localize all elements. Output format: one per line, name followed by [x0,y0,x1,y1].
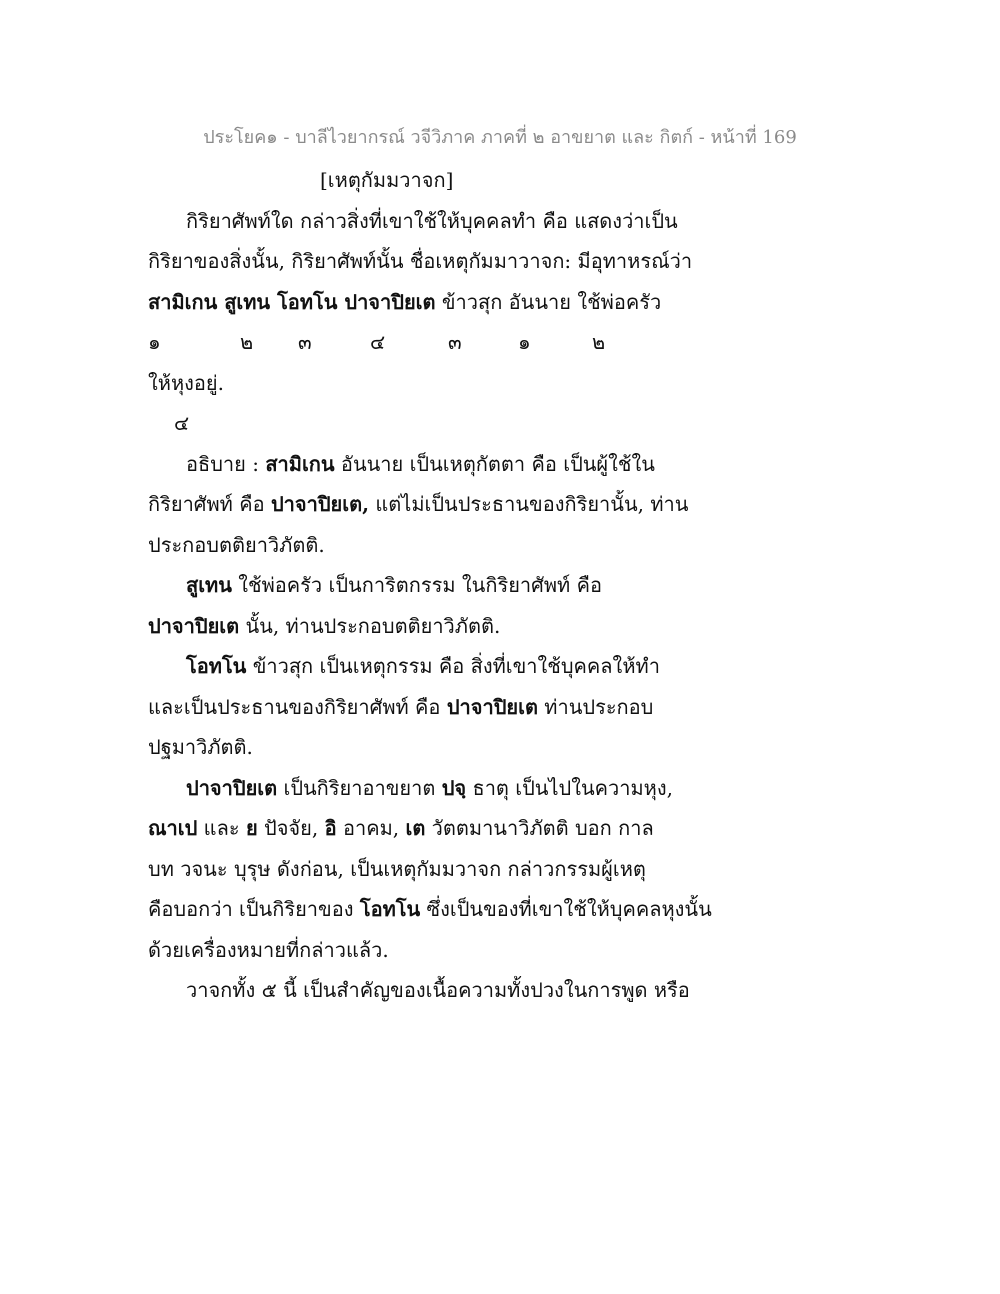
paragraph-line [148,768,708,809]
order-number: ๓ [448,330,462,354]
text: ใช้พ่อครัว เป็นการิตกรรม ในกิริยาศัพท์ คือ [231,573,602,597]
paragraph-line [148,444,708,485]
paragraph-line [148,646,708,687]
pali-term: โอทโน [186,654,247,678]
text: ด้วยเครื่องหมายที่กล่าวแล้ว. [148,937,389,962]
pali-term: ปาจาปิยเต, [270,492,370,516]
pali-term: สามิเกน [265,451,335,476]
text: วาจกทั้ง ๕ นี้ เป็นสำคัญของเนื้อความทั้งปวงในการพูด หรือ [186,978,690,1002]
text: บท วจนะ บุรุษ ดังก่อน, เป็นเหตุกัมมวาจก กล่าวกรรมผู้เหตุ [148,856,646,881]
text: และ [197,816,246,840]
pali-term: ปาจาปิยเต [446,694,538,719]
order-number: ๒ [240,330,254,354]
order-number: ๔ [174,411,190,435]
text: นั้น, ท่านประกอบตติยาวิภัตติ. [239,613,501,638]
paragraph-line [148,241,708,282]
pali-term: สูเทน [186,573,232,597]
section-title: [เหตุกัมมวาจก] [320,168,454,192]
text: ข้าวสุก เป็นเหตุกรรม คือ สิ่งที่เขาใช้บุคคลให้ทำ [246,654,660,678]
text: คือบอกว่า เป็นกิริยาของ [148,897,360,921]
pali-term: ณาเป [148,816,198,840]
paragraph-line [148,606,708,647]
paragraph-line [148,727,708,768]
paragraph-line [148,889,712,930]
pali-term: ปาจาปิยเต [148,613,240,638]
text: ธาตุ เป็นไปในความหุง, [466,775,673,800]
text: กิริยาศัพท์ใด กล่าวสิ่งที่เขาใช้ให้บุคคลทำ คือ แสดงว่าเป็น [186,208,678,233]
order-number: ๒ [592,330,606,354]
pali-term: ปาจาปิยเต [186,775,278,800]
page-header: ประโยค๑ - บาลีไวยากรณ์ วจีวิภาค ภาคที่ ๒ อาขยาต และ กิตก์ - หน้าที่ 169 [203,127,797,148]
paragraph-line [148,808,708,849]
text: กิริยาศัพท์ คือ [148,492,271,516]
text: อันนาย เป็นเหตุกัตตา คือ เป็นผู้ใช้ใน [334,451,655,476]
paragraph-line [148,687,708,728]
text: อธิบาย : [186,451,266,476]
pali-term: สามิเกน สูเทน โอทโน ปาจาปิยเต [148,289,436,314]
text: ประกอบตติยาวิภัตติ. [148,532,325,557]
order-number: ๑ [518,330,531,354]
text: กิริยาของสิ่งนั้น, กิริยาศัพท์นั้น ชื่อเหตุกัมมาวาจก: มีอุทาหรณ์ว่า [148,249,693,273]
text: อาคม, [336,816,406,840]
example-line [148,282,708,323]
paragraph-line [148,484,708,525]
order-number: ๓ [298,330,312,354]
text: วัตตมานาวิภัตติ บอก กาล [425,816,654,840]
paragraph-line [148,565,708,606]
text: ปฐมาวิภัตติ. [148,735,253,759]
order-number: ๑ [148,330,161,354]
word-order-numbers [148,322,708,363]
text: ซึ่งเป็นของที่เขาใช้ให้บุคคลหุงนั้น [420,897,712,921]
text: ท่านประกอบ [537,694,654,719]
paragraph-line [148,970,708,1011]
paragraph-line [148,849,708,890]
pali-term: โอทโน [359,897,421,921]
paragraph-line [148,363,708,404]
text: ปัจจัย, [257,816,325,840]
text: ข้าวสุก อันนาย ใช้พ่อครัว [435,289,662,314]
text: เป็นกิริยาอาขยาต [277,775,442,800]
text: และเป็นประธานของกิริยาศัพท์ คือ [148,694,447,719]
pali-term: อิ [324,816,337,840]
paragraph-line [148,201,708,242]
paragraph-line [148,930,708,971]
paragraph-line [148,525,708,566]
order-number: ๔ [370,330,386,354]
pali-term: ย [245,816,258,840]
text: แต่ไม่เป็นประธานของกิริยานั้น, ท่าน [369,492,689,516]
pali-term: เต [405,816,426,840]
text: ให้หุงอยู่. [148,370,224,395]
order-number-line [148,403,708,444]
document-body [148,160,712,1011]
pali-term: ปจฺ [441,775,467,800]
